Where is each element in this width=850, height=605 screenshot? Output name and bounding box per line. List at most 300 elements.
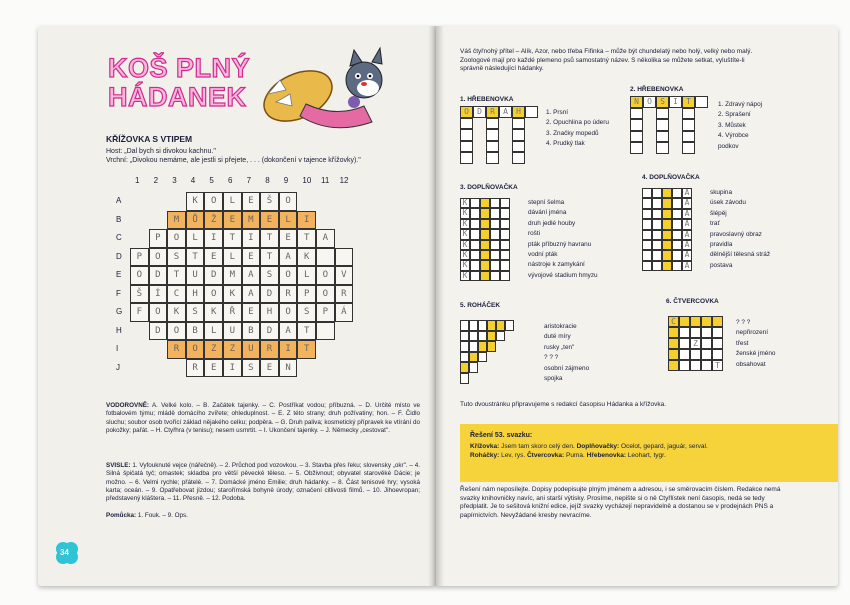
crossword-cell[interactable]: L [297,266,316,285]
puzzle-cell[interactable] [682,142,695,154]
puzzle-cell[interactable] [512,129,525,141]
puzzle-cell[interactable] [496,320,505,331]
crossword-cell[interactable]: T [260,229,279,248]
puzzle-cell[interactable]: K [460,198,470,208]
puzzle-cell[interactable] [480,250,490,260]
puzzle-cell[interactable]: A [682,219,692,229]
row-label: F [116,288,121,298]
puzzle-cell[interactable] [630,119,643,131]
crossword-cell[interactable]: U [186,266,205,285]
puzzle-cell[interactable] [486,129,499,141]
puzzle-cell[interactable] [460,331,469,342]
crossword-cell[interactable]: D [149,322,168,341]
puzzle-cell[interactable] [652,250,662,260]
puzzle-cell[interactable] [656,108,669,120]
puzzle-cell[interactable]: T [712,360,723,371]
puzzle-cell[interactable]: R [486,106,499,118]
crossword-cell[interactable]: P [130,248,149,267]
puzzle-cell[interactable] [525,106,538,118]
puzzle-cell[interactable]: K [460,260,470,270]
column-number: 10 [302,176,312,185]
puzzle-cell[interactable] [512,118,525,130]
crossword-cell[interactable]: Ž [204,211,223,230]
crossword-cell[interactable]: Í [149,285,168,304]
crossword-cell[interactable]: D [204,266,223,285]
puzzle-cell[interactable] [662,198,672,208]
puzzle-cell[interactable] [460,152,473,164]
puzzle-cell[interactable] [642,250,652,260]
crossword-cell[interactable]: T [297,340,316,359]
crossword-cell[interactable]: A [242,285,261,304]
column-number: 11 [321,176,330,185]
crossword-cell[interactable]: D [260,322,279,341]
puzzle-cell[interactable] [701,349,712,360]
answers-crossword: Jsem tam skoro celý den. [501,443,575,450]
puzzle-cell[interactable]: K [460,250,470,260]
crossword-cell[interactable]: L [223,248,242,267]
p3-clue-6: vodní pták [528,251,558,259]
puzzle-cell[interactable] [480,229,490,239]
crossword-cell[interactable]: Š [130,285,149,304]
puzzle-cell[interactable] [672,188,682,198]
p4-clue-7: dělnější tělesná stráž [710,251,771,259]
answers-box [460,424,838,482]
column-number: 12 [339,176,349,185]
puzzle-cell[interactable]: S [656,96,669,108]
crossword-cell[interactable]: U [242,340,261,359]
puzzle-cell[interactable] [480,240,490,250]
puzzle-cell[interactable] [460,129,473,141]
column-number: 3 [172,176,177,185]
puzzle-cell[interactable] [642,198,652,208]
puzzle-cell[interactable] [500,260,510,270]
puzzle-cell[interactable] [460,118,473,130]
crossword-cell[interactable]: L [223,192,242,211]
puzzle-cell[interactable] [682,108,695,120]
p1-clue-1: 1. Prsní [546,109,569,116]
puzzle-cell[interactable] [470,271,480,281]
puzzle-cell[interactable] [652,219,662,229]
crossword-cell[interactable]: U [223,322,242,341]
crossword-cell[interactable]: O [149,248,168,267]
crossword-cell[interactable]: O [204,285,223,304]
puzzle-cell[interactable] [500,198,510,208]
page-number: 34 [60,548,69,557]
section-title: KŘÍŽOVKA S VTIPEM [106,134,193,144]
crossword-cell[interactable]: P [149,229,168,248]
puzzle-cell[interactable]: K [460,240,470,250]
puzzle-cell[interactable] [701,360,712,371]
puzzle-cell[interactable] [642,219,652,229]
crossword-cell[interactable]: L [279,211,298,230]
crossword-cell[interactable]: N [279,359,298,378]
puzzle-cell[interactable] [478,320,487,331]
crossword-cell[interactable]: R [260,340,279,359]
crossword-cell[interactable]: B [186,322,205,341]
puzzle-cell[interactable] [490,240,500,250]
footer-note: Tuto dvoustránku připravujeme s redakcí časopisu Hádanka a křížovka. [460,401,667,408]
puzzle-cell[interactable] [490,198,500,208]
puzzle-cell[interactable] [712,316,723,327]
puzzle-cell[interactable] [642,188,652,198]
puzzle-cell[interactable]: T [682,96,695,108]
crossword-cell[interactable]: D [149,266,168,285]
puzzle-cell[interactable] [490,271,500,281]
answers-fillers-label: Doplňovačky: [576,443,620,450]
crossword-cell[interactable]: M [242,211,261,230]
crossword-cell[interactable]: K [167,303,186,322]
p2-clue-2: 2. Sprašení [718,111,751,119]
puzzle-cell[interactable] [652,240,662,250]
p5-clue-2: duté míry [544,333,571,341]
puzzle-cell[interactable] [478,331,487,342]
puzzle-cell[interactable]: K [460,229,470,239]
crossword-cell[interactable] [316,322,335,341]
puzzle-cell[interactable] [656,142,669,154]
puzzle-cell[interactable] [662,188,672,198]
puzzle-cell[interactable]: D [473,106,486,118]
p5-clue-1: aristokracie [544,323,577,330]
puzzle-cell[interactable] [652,188,662,198]
crossword-cell[interactable]: A [242,266,261,285]
puzzle-cell[interactable]: A [682,261,692,271]
puzzle-cell[interactable] [469,320,478,331]
puzzle-cell[interactable] [662,219,672,229]
crossword-cell[interactable]: O [149,303,168,322]
crossword-cell[interactable]: O [316,266,335,285]
puzzle-cell[interactable] [480,198,490,208]
puzzle-cell[interactable] [512,152,525,164]
title-line-2: HÁDANEK [108,82,247,112]
p2-clue-1: 1. Zdravý nápoj [718,101,763,108]
title-line-1: KOŠ PLNÝ [108,53,251,83]
puzzle-cell[interactable] [469,331,478,342]
crossword-cell[interactable]: H [186,285,205,304]
crossword-cell[interactable]: T [186,248,205,267]
crossword-cell[interactable]: C [167,285,186,304]
puzzle-cell[interactable]: Z [690,338,701,349]
puzzle-cell[interactable] [662,261,672,271]
puzzle-cell[interactable] [642,209,652,219]
puzzle-cell[interactable] [662,209,672,219]
p5-clue-5: osobní zájmeno [544,364,590,372]
p4-clue-1: skupina [710,189,733,196]
puzzle-cell[interactable] [662,250,672,260]
puzzle-cell[interactable] [478,341,487,352]
crossword-cell[interactable]: E [204,248,223,267]
puzzle-cell[interactable] [668,360,679,371]
puzzle-cell[interactable] [486,118,499,130]
puzzle-cell[interactable] [500,229,510,239]
crossword-cell[interactable]: V [335,266,354,285]
crossword-cell[interactable]: E [242,248,261,267]
puzzle-cell[interactable] [662,230,672,240]
crossword-cell[interactable]: Z [204,340,223,359]
puzzle-cell[interactable] [469,341,478,352]
puzzle-cell[interactable] [690,316,701,327]
puzzle-cell[interactable] [672,240,682,250]
p5-clue-4: ? ? ? [544,354,559,362]
puzzle-cell[interactable] [672,250,682,260]
crossword-cell[interactable]: M [223,266,242,285]
host-line: Host: „Dal bych si divokou kachnu." [106,148,216,155]
puzzle-cell[interactable]: O [643,96,656,108]
puzzle-cell[interactable]: H [512,106,525,118]
puzzle-cell[interactable] [478,352,487,363]
crossword-cell[interactable]: O [279,303,298,322]
puzzle-cell[interactable] [679,316,690,327]
puzzle-cell[interactable] [630,131,643,143]
puzzle-cell[interactable] [672,209,682,219]
puzzle-cell[interactable] [460,373,469,384]
puzzle-cell[interactable] [500,240,510,250]
crossword-cell[interactable]: A [279,248,298,267]
crossword-cell[interactable]: Š [260,192,279,211]
crossword-cell[interactable]: E [242,192,261,211]
puzzle-cell[interactable] [496,331,505,342]
puzzle-cell[interactable]: A [682,198,692,208]
puzzle-cell[interactable] [642,230,652,240]
answers-square: Puma. [566,452,585,459]
crossword-cell[interactable]: I [242,229,261,248]
puzzle-cell[interactable] [460,352,469,363]
p2-clue-3: 3. Můstek [718,121,746,129]
puzzle-cell[interactable] [487,331,496,342]
puzzle-cell[interactable] [656,119,669,131]
puzzle-cell[interactable] [672,230,682,240]
puzzle-cell[interactable] [460,341,469,352]
puzzle-cell[interactable] [505,320,514,331]
crossword-cell[interactable]: T [260,248,279,267]
puzzle-cell[interactable] [470,219,480,229]
right-page [436,26,838,586]
puzzle-cell[interactable]: K [460,208,470,218]
crossword-cell[interactable]: R [167,340,186,359]
puzzle-cell[interactable] [460,320,469,331]
puzzle-cell[interactable] [652,209,662,219]
crossword-cell[interactable]: O [130,266,149,285]
puzzle-cell[interactable] [642,240,652,250]
puzzle-cell[interactable] [642,261,652,271]
puzzle-cell[interactable] [487,341,496,352]
crossword-cell[interactable]: T [223,229,242,248]
crossword-cell[interactable]: E [279,229,298,248]
puzzle-cell[interactable] [656,131,669,143]
crossword-cell[interactable]: H [260,303,279,322]
puzzle-cell[interactable] [682,131,695,143]
crossword-cell[interactable]: E [242,303,261,322]
puzzle-cell[interactable]: A [499,106,512,118]
puzzle-cell[interactable] [690,360,701,371]
crossword-cell[interactable]: T [297,229,316,248]
crossword-cell[interactable]: T [297,322,316,341]
puzzle-cell[interactable]: A [682,240,692,250]
puzzle-cell[interactable]: N [630,96,643,108]
puzzle-cell[interactable] [490,229,500,239]
puzzle-cell[interactable] [712,338,723,349]
crossword-cell[interactable]: I [223,359,242,378]
puzzle-cell[interactable]: I [669,96,682,108]
puzzle-cell[interactable] [712,327,723,338]
column-number: 2 [153,176,159,185]
puzzle-cell[interactable] [480,271,490,281]
puzzle-cell[interactable] [500,219,510,229]
crossword-cell[interactable]: Ř [223,303,242,322]
puzzle-cell[interactable]: Č [668,316,679,327]
crossword-cell[interactable]: L [204,322,223,341]
crossword-cell[interactable]: K [297,248,316,267]
puzzle-cell[interactable] [652,230,662,240]
crossword-cell[interactable]: O [279,266,298,285]
crossword-cell[interactable]: E [260,359,279,378]
puzzle-cell[interactable] [460,141,473,153]
puzzle-cell[interactable] [470,198,480,208]
crossword-cell[interactable]: S [186,303,205,322]
puzzle-cell[interactable] [470,208,480,218]
puzzle-cell[interactable] [469,362,478,373]
crossword-cell[interactable]: E [204,359,223,378]
puzzle-cell[interactable] [470,229,480,239]
puzzle-cell[interactable]: K [460,219,470,229]
puzzle-cell[interactable] [490,219,500,229]
puzzle-cell[interactable] [490,250,500,260]
crossword-cell[interactable]: S [167,248,186,267]
crossword-cell[interactable]: O [186,340,205,359]
p5-clue-6: spojka [544,375,563,383]
crossword-cell[interactable]: Z [223,340,242,359]
crossword-cell[interactable]: D [260,285,279,304]
crossword-cell[interactable]: R [186,359,205,378]
crossword-cell[interactable]: E [223,211,242,230]
puzzle-cell[interactable] [490,208,500,218]
column-number: 5 [209,176,214,185]
puzzle-cell[interactable] [480,208,490,218]
puzzle-cell[interactable] [672,219,682,229]
clues-across-label: VODOROVNĚ: [106,402,150,409]
crossword-cell[interactable]: O [204,192,223,211]
puzzle-cell[interactable] [668,338,679,349]
crossword-cell[interactable]: O [167,322,186,341]
crossword-cell[interactable]: O [316,285,335,304]
puzzle-cell[interactable] [662,240,672,250]
crossword-cell[interactable]: L [186,229,205,248]
crossword-cell[interactable]: R [279,285,298,304]
crossword-cell[interactable]: A [316,229,335,248]
puzzle-cell[interactable] [690,349,701,360]
crossword-cell[interactable]: K [223,285,242,304]
puzzle-cell[interactable] [470,240,480,250]
puzzle-cell[interactable] [469,352,478,363]
crossword-cell[interactable]: Ů [186,211,205,230]
puzzle-cell[interactable] [630,108,643,120]
puzzle-cell[interactable]: A [682,250,692,260]
puzzle-cell[interactable] [679,349,690,360]
puzzle-cell[interactable] [630,142,643,154]
puzzle-cell[interactable] [679,327,690,338]
p1-clue-4: 4. Prudký tlak [546,140,585,148]
puzzle-cell[interactable] [480,260,490,270]
crossword-cell[interactable]: P [297,285,316,304]
puzzle-cell[interactable] [500,208,510,218]
puzzle-cell[interactable] [712,349,723,360]
puzzle-cell[interactable] [695,96,708,108]
puzzle-cell[interactable]: A [682,188,692,198]
crossword-cell[interactable]: M [167,211,186,230]
puzzle-cell[interactable]: A [682,230,692,240]
answers-title: Řešení 53. svazku: [470,432,533,439]
crossword-cell[interactable]: T [167,266,186,285]
crossword-cell[interactable]: Á [335,303,354,322]
crossword-cell[interactable] [316,248,335,267]
puzzle-cell[interactable]: K [460,271,470,281]
help-text: 1. Fouk. – 9. Ops. [137,512,188,519]
puzzle-cell[interactable] [487,320,496,331]
crossword-cell[interactable]: S [260,266,279,285]
puzzle-cell[interactable] [668,349,679,360]
crossword-cell[interactable]: S [242,359,261,378]
puzzle-cell[interactable] [500,250,510,260]
puzzle-cell[interactable] [682,119,695,131]
puzzle-cell[interactable]: O [460,106,473,118]
puzzle-cell[interactable] [679,360,690,371]
column-number: 1 [135,176,140,185]
crossword-cell[interactable]: K [186,192,205,211]
column-number: 6 [228,176,233,185]
puzzle-cell[interactable] [652,261,662,271]
p3-clue-5: pták příbuzný havranu [528,240,592,248]
puzzle-cell[interactable] [701,316,712,327]
puzzle-cell[interactable] [652,198,662,208]
crossword-cell[interactable]: I [204,229,223,248]
puzzle-cell[interactable] [672,261,682,271]
row-label: I [116,344,119,353]
crossword-cell[interactable]: K [204,303,223,322]
crossword-cell[interactable]: S [297,303,316,322]
puzzle-cell[interactable] [470,260,480,270]
crossword-cell[interactable]: O [279,192,298,211]
puzzle-cell[interactable] [460,362,469,373]
p1-clue-2: 2. Opuchlina po úderu [546,119,609,127]
puzzle-cell[interactable] [486,141,499,153]
puzzle-cell[interactable] [701,327,712,338]
crossword-cell[interactable]: E [260,211,279,230]
crossword-cell[interactable]: A [279,322,298,341]
puzzle-cell[interactable] [672,198,682,208]
puzzle-4-title: 4. DOPLŇOVAČKA [642,174,700,181]
crossword-cell[interactable]: I [279,340,298,359]
crossword-cell[interactable]: F [130,303,149,322]
puzzle-cell[interactable] [701,338,712,349]
puzzle-cell[interactable] [690,327,701,338]
crossword-cell[interactable]: I [297,211,316,230]
puzzle-3-clues [528,198,598,281]
puzzle-cell[interactable] [679,338,690,349]
crossword-cell[interactable] [335,248,354,267]
crossword-cell[interactable]: B [242,322,261,341]
puzzle-cell[interactable] [500,271,510,281]
crossword-cell[interactable]: O [167,229,186,248]
crossword-cell[interactable]: P [316,303,335,322]
puzzle-cell[interactable] [512,141,525,153]
puzzle-cell[interactable] [486,152,499,164]
crossword-cell[interactable]: R [335,285,354,304]
puzzle-cell[interactable] [480,219,490,229]
puzzle-cell[interactable] [668,327,679,338]
puzzle-cell[interactable] [490,260,500,270]
puzzle-cell[interactable]: A [682,209,692,219]
clues-down [106,462,420,503]
puzzle-cell[interactable] [470,250,480,260]
